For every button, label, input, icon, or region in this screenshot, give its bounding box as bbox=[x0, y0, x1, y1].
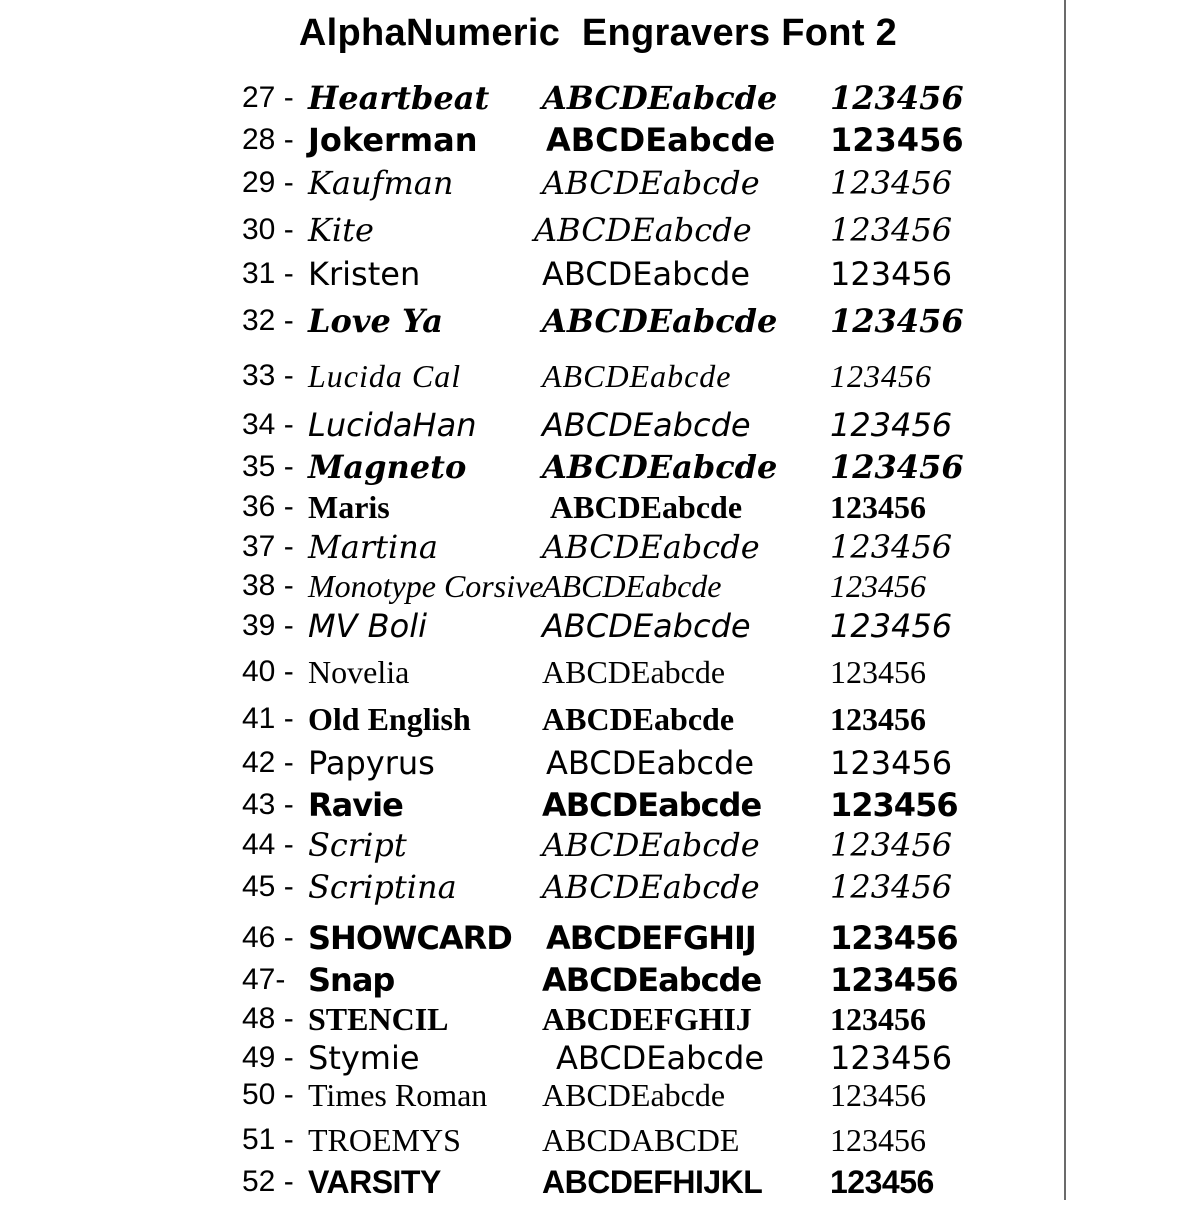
font-row bbox=[0, 120, 1060, 164]
font-number: 41 - bbox=[242, 702, 294, 735]
font-sample-letters: ABCDEabcde bbox=[534, 211, 752, 249]
font-number: 40 - bbox=[242, 655, 294, 688]
font-number: 36 - bbox=[242, 490, 294, 523]
font-number: 45 - bbox=[242, 870, 294, 903]
font-number: 49 - bbox=[242, 1041, 294, 1074]
font-sample-digits: 123456 bbox=[830, 406, 953, 444]
font-sample-letters: ABCDEabcde bbox=[542, 868, 760, 906]
font-number: 38 - bbox=[242, 569, 294, 602]
font-name: LucidaHan bbox=[308, 406, 477, 444]
font-sample-letters: ABCDEabcde bbox=[556, 1039, 764, 1077]
font-sample-letters: ABCDEabcde bbox=[542, 786, 762, 824]
font-sample-letters: ABCDEabcde bbox=[542, 528, 760, 566]
font-sample-digits: 123456 bbox=[830, 1001, 926, 1037]
font-sample-digits: 123456 bbox=[830, 1077, 926, 1113]
font-sample-digits: 123456 bbox=[830, 568, 926, 604]
font-sample-digits: 123456 bbox=[830, 79, 964, 117]
font-number: 34 - bbox=[242, 408, 294, 441]
font-sample-letters: ABCDEabcde bbox=[542, 255, 750, 293]
font-sample-digits: 123456 bbox=[830, 654, 926, 690]
font-number: 44 - bbox=[242, 828, 294, 861]
font-sample-digits: 123456 bbox=[830, 528, 953, 566]
font-name: STENCIL bbox=[308, 1001, 449, 1037]
font-name: Old English bbox=[308, 701, 471, 737]
font-name: Scriptina bbox=[308, 868, 457, 906]
font-name: Snap bbox=[308, 961, 395, 999]
font-name: Times Roman bbox=[308, 1077, 488, 1113]
font-name: Maris bbox=[308, 489, 390, 525]
font-sample-letters: ABCDEabcde bbox=[542, 358, 732, 394]
font-row bbox=[0, 405, 1060, 449]
font-number: 43 - bbox=[242, 788, 294, 821]
font-row bbox=[0, 527, 1060, 571]
font-number: 46 - bbox=[242, 921, 294, 954]
font-sample-digits: 123456 bbox=[830, 448, 964, 486]
font-row bbox=[0, 163, 1060, 207]
font-number: 35 - bbox=[242, 450, 294, 483]
font-name: Kristen bbox=[308, 255, 421, 293]
font-sample-letters: ABCDEabcde bbox=[542, 701, 735, 737]
font-sample-digits: 123456 bbox=[830, 868, 953, 906]
font-sample-letters: ABCDEFGHIJ bbox=[546, 919, 756, 957]
font-row bbox=[0, 652, 1060, 696]
font-row bbox=[0, 301, 1060, 345]
page-title: AlphaNumeric Engravers Font 2 bbox=[298, 12, 898, 54]
font-sample-digits: 123456 bbox=[830, 358, 932, 394]
font-name: Papyrus bbox=[308, 744, 435, 782]
font-sample-digits: 123456 bbox=[830, 211, 953, 249]
font-sample-letters: ABCDEabcde bbox=[542, 302, 778, 340]
font-name: Magneto bbox=[308, 448, 467, 486]
font-sample-letters: ABCDEabcde bbox=[542, 164, 760, 202]
font-row bbox=[0, 566, 1060, 610]
font-name: SHOWCARD bbox=[308, 919, 512, 957]
font-name: Heartbeat bbox=[308, 79, 490, 117]
right-border-line bbox=[1064, 0, 1066, 1200]
font-number: 33 - bbox=[242, 359, 294, 392]
font-number: 28 - bbox=[242, 123, 294, 156]
font-row bbox=[0, 999, 1060, 1043]
font-sample-letters: ABCDEabcde bbox=[542, 826, 760, 864]
font-name: VARSITY bbox=[308, 1164, 441, 1200]
font-row bbox=[0, 699, 1060, 743]
font-name: MV Boli bbox=[308, 607, 427, 645]
font-number: 52 - bbox=[242, 1165, 294, 1198]
font-row bbox=[0, 867, 1060, 911]
font-name: Jokerman bbox=[308, 121, 478, 159]
font-number: 37 - bbox=[242, 530, 294, 563]
font-sample-digits: 123456 bbox=[830, 164, 953, 202]
font-sample-digits: 123456 bbox=[830, 255, 953, 293]
font-number: 50 - bbox=[242, 1078, 294, 1111]
font-row bbox=[0, 825, 1060, 869]
font-name: Script bbox=[308, 826, 407, 864]
font-row bbox=[0, 78, 1060, 122]
font-sample-letters: ABCDEabcde bbox=[542, 961, 762, 999]
font-sample-letters: ABCDEFGHIJ bbox=[542, 1001, 752, 1037]
font-sample-digits: 123456 bbox=[830, 744, 953, 782]
font-sample-letters: ABCDABCDE bbox=[542, 1122, 740, 1158]
font-number: 42 - bbox=[242, 746, 294, 779]
font-number: 30 - bbox=[242, 213, 294, 246]
font-sample-letters: ABCDEabcde bbox=[542, 607, 751, 645]
font-number: 32 - bbox=[242, 304, 294, 337]
font-sample-digits: 123456 bbox=[830, 701, 926, 737]
font-row bbox=[0, 918, 1060, 962]
font-row bbox=[0, 785, 1060, 829]
font-sample-letters: ABCDEabcde bbox=[542, 448, 778, 486]
font-sample-digits: 123456 bbox=[830, 1122, 926, 1158]
font-row bbox=[0, 487, 1060, 531]
font-name: Novelia bbox=[308, 654, 410, 690]
font-sample-letters: ABCDEabcde bbox=[542, 79, 778, 117]
font-sample-digits: 123456 bbox=[830, 786, 958, 824]
font-name: Ravie bbox=[308, 786, 403, 824]
font-name: TROEMYS bbox=[308, 1122, 461, 1158]
font-sample-digits: 123456 bbox=[830, 961, 958, 999]
font-number: 47- bbox=[242, 963, 286, 996]
font-name: Kaufman bbox=[308, 164, 454, 202]
font-sample-digits: 123456 bbox=[830, 489, 926, 525]
font-name: Kite bbox=[308, 211, 374, 249]
font-row bbox=[0, 254, 1060, 298]
font-number: 29 - bbox=[242, 166, 294, 199]
font-sample-letters: ABCDEabcde bbox=[542, 654, 726, 690]
font-sample-letters: ABCDEabcde bbox=[542, 568, 722, 604]
font-row bbox=[0, 1120, 1060, 1164]
font-row bbox=[0, 743, 1060, 787]
font-row bbox=[0, 960, 1060, 1004]
font-sample-letters: ABCDEabcde bbox=[542, 1077, 726, 1113]
font-row bbox=[0, 356, 1060, 400]
font-number: 51 - bbox=[242, 1123, 294, 1156]
font-name: Monotype Corsive bbox=[308, 568, 544, 604]
font-name: Love Ya bbox=[308, 302, 444, 340]
font-row bbox=[0, 447, 1060, 491]
font-number: 39 - bbox=[242, 609, 294, 642]
font-sample-digits: 123456 bbox=[830, 607, 953, 645]
font-sample-letters: ABCDEabcde bbox=[546, 121, 776, 159]
font-row bbox=[0, 1162, 1060, 1206]
font-sample-letters: ABCDEFHIJKL bbox=[542, 1164, 763, 1200]
font-sample-letters: ABCDEabcde bbox=[550, 489, 743, 525]
font-name: Lucida Cal bbox=[308, 358, 462, 394]
font-number: 48 - bbox=[242, 1002, 294, 1035]
font-sample-digits: 123456 bbox=[830, 919, 958, 957]
font-sample-digits: 123456 bbox=[830, 826, 953, 864]
font-name: Stymie bbox=[308, 1039, 420, 1077]
font-sample-digits: 123456 bbox=[830, 1039, 953, 1077]
font-name: Martina bbox=[308, 528, 438, 566]
font-number: 27 - bbox=[242, 81, 294, 114]
font-sample-digits: 123456 bbox=[830, 302, 964, 340]
font-sample-digits: 123456 bbox=[830, 1164, 934, 1200]
font-sample-letters: ABCDEabcde bbox=[546, 744, 754, 782]
font-number: 31 - bbox=[242, 257, 294, 290]
font-sample-digits: 123456 bbox=[830, 121, 964, 159]
font-sample-letters: ABCDEabcde bbox=[542, 406, 751, 444]
font-row bbox=[0, 1075, 1060, 1119]
font-row bbox=[0, 606, 1060, 650]
font-row bbox=[0, 210, 1060, 254]
